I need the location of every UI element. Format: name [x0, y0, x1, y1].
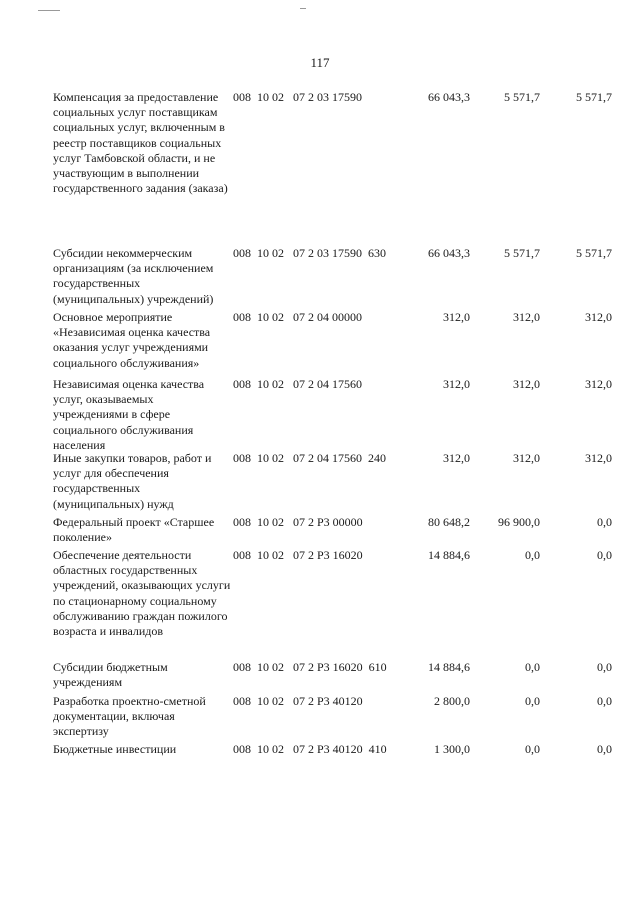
row-name: Бюджетные инвестиции — [53, 742, 177, 756]
value-col-1: 66 043,3 — [428, 246, 470, 260]
value-col-3: 312,0 — [585, 451, 612, 465]
value-col-1: 14 884,6 — [428, 660, 470, 674]
value-col-2: 312,0 — [513, 310, 540, 324]
value-col-2: 312,0 — [513, 451, 540, 465]
page-number: 117 — [310, 55, 330, 70]
row-code: 008 10 02 07 2 04 00000 — [233, 310, 362, 324]
value-col-2: 0,0 — [525, 742, 540, 756]
value-col-2: 0,0 — [525, 660, 540, 674]
row-code: 008 10 02 07 2 P3 00000 — [233, 515, 363, 529]
value-col-3: 0,0 — [597, 660, 612, 674]
value-col-1: 14 884,6 — [428, 548, 470, 562]
value-col-2: 96 900,0 — [498, 515, 540, 529]
row-code: 008 10 02 07 2 P3 40120 410 — [233, 742, 387, 756]
value-col-3: 5 571,7 — [576, 90, 612, 104]
row-code: 008 10 02 07 2 04 17560 — [233, 377, 362, 391]
row-name: Компенсация за предоставление социальных услуг поставщикам социальных услуг, включенным в реестр поставщиков социальных услуг Тамбовской области, и не участвующим в выполнении государственного задания (заказа) — [53, 90, 228, 196]
row-code: 008 10 02 07 2 P3 16020 610 — [233, 660, 387, 674]
row-name: Иные закупки товаров, работ и услуг для обеспечения государственных (муниципальных) нужд — [53, 451, 212, 511]
row-code: 008 10 02 07 2 03 17590 — [233, 90, 362, 104]
value-col-2: 5 571,7 — [504, 246, 540, 260]
value-col-1: 66 043,3 — [428, 90, 470, 104]
value-col-2: 0,0 — [525, 694, 540, 708]
row-code: 008 10 02 07 2 P3 16020 — [233, 548, 363, 562]
row-code: 008 10 02 07 2 04 17560 240 — [233, 451, 386, 465]
row-name: Разработка проектно-сметной документации, включая экспертизу — [53, 694, 206, 739]
scan-artifact — [38, 10, 60, 11]
value-col-3: 0,0 — [597, 742, 612, 756]
value-col-1: 312,0 — [443, 451, 470, 465]
row-code: 008 10 02 07 2 P3 40120 — [233, 694, 363, 708]
value-col-1: 2 800,0 — [434, 694, 470, 708]
value-col-1: 1 300,0 — [434, 742, 470, 756]
value-col-3: 312,0 — [585, 310, 612, 324]
row-name: Субсидии некоммерческим организациям (за исключением государственных (муниципальных) учреждений) — [53, 246, 214, 306]
row-code: 008 10 02 07 2 03 17590 630 — [233, 246, 386, 260]
value-col-2: 0,0 — [525, 548, 540, 562]
row-name: Независимая оценка качества услуг, оказываемых учреждениями в сфере социального обслуживания населения — [53, 377, 205, 452]
value-col-3: 5 571,7 — [576, 246, 612, 260]
value-col-3: 0,0 — [597, 515, 612, 529]
value-col-1: 312,0 — [443, 377, 470, 391]
scan-artifact — [300, 8, 306, 9]
value-col-3: 0,0 — [597, 548, 612, 562]
value-col-3: 312,0 — [585, 377, 612, 391]
value-col-1: 312,0 — [443, 310, 470, 324]
row-name: Обеспечение деятельности областных государственных учреждений, оказывающих услуги по стационарному социальному обслуживанию граждан пожилого возраста и инвалидов — [53, 548, 231, 639]
row-name: Субсидии бюджетным учреждениям — [53, 660, 168, 690]
value-col-3: 0,0 — [597, 694, 612, 708]
row-name: Федеральный проект «Старшее поколение» — [53, 515, 215, 545]
value-col-2: 5 571,7 — [504, 90, 540, 104]
row-name: Основное мероприятие «Независимая оценка качества оказания услуг учреждениями социального обслуживания» — [53, 310, 211, 370]
value-col-2: 312,0 — [513, 377, 540, 391]
value-col-1: 80 648,2 — [428, 515, 470, 529]
